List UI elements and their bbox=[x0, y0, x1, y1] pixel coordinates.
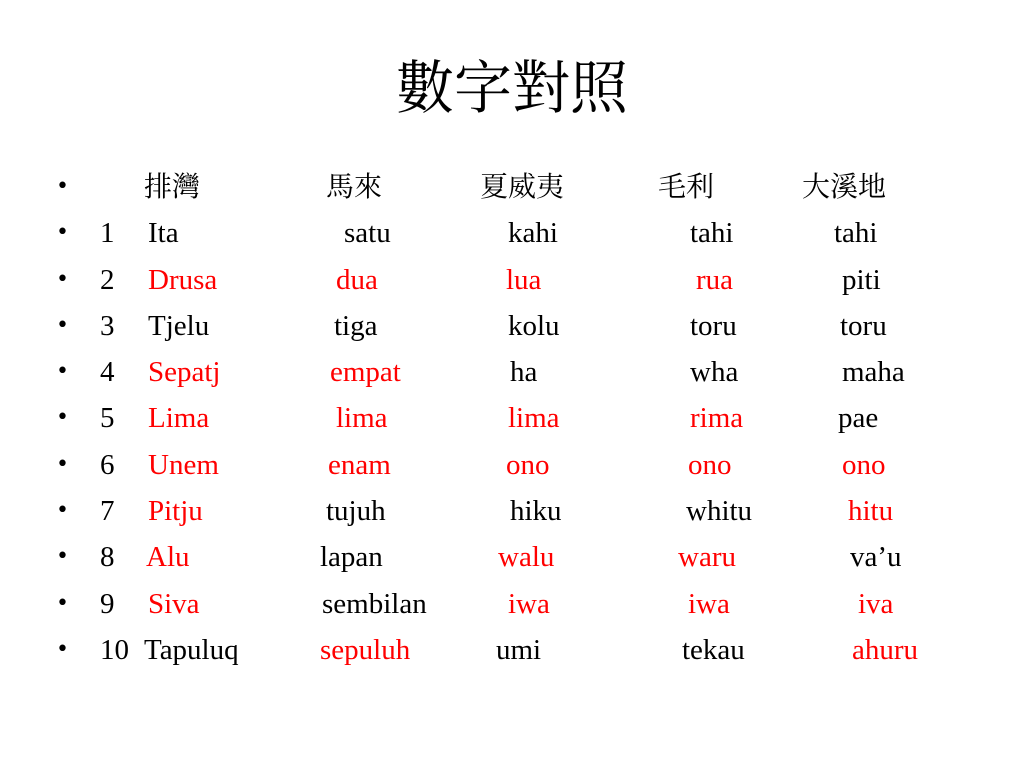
word-hawaiian: lua bbox=[506, 263, 542, 296]
row-number: 10 bbox=[100, 633, 129, 666]
word-tahitian: hitu bbox=[848, 495, 894, 528]
list-item bbox=[56, 257, 1016, 303]
word-tahitian: pae bbox=[838, 402, 879, 435]
bullet-icon: • bbox=[56, 544, 69, 570]
row-number: 1 bbox=[100, 217, 115, 250]
header-row bbox=[56, 164, 1016, 210]
word-tahitian: tahi bbox=[834, 217, 878, 250]
word-hawaiian: kahi bbox=[508, 217, 558, 250]
bullet-icon: • bbox=[56, 498, 69, 524]
row-number: 8 bbox=[100, 541, 115, 574]
word-hawaiian: ha bbox=[510, 356, 538, 389]
word-hawaiian: umi bbox=[496, 633, 542, 666]
word-tahitian: ahuru bbox=[852, 633, 919, 666]
list-item bbox=[56, 534, 1016, 580]
word-malay: enam bbox=[328, 448, 391, 481]
list-item bbox=[56, 488, 1016, 534]
word-paiwan: Pitju bbox=[148, 495, 203, 528]
header-hawaiian: 夏威夷 bbox=[480, 170, 565, 203]
word-paiwan: Ita bbox=[148, 217, 179, 250]
bullet-icon: • bbox=[56, 359, 69, 385]
word-hawaiian: walu bbox=[498, 541, 555, 574]
bullet-icon: • bbox=[56, 312, 69, 338]
bullet-icon: • bbox=[56, 590, 69, 616]
bullet-icon: • bbox=[56, 266, 69, 292]
word-maori: iwa bbox=[688, 587, 730, 620]
row-number: 2 bbox=[100, 263, 115, 296]
number-comparison-list bbox=[56, 164, 1016, 673]
word-malay: lima bbox=[336, 402, 388, 435]
word-paiwan: Tjelu bbox=[148, 309, 210, 342]
word-hawaiian: ono bbox=[506, 448, 550, 481]
word-maori: ono bbox=[688, 448, 732, 481]
word-tahitian: ono bbox=[842, 448, 886, 481]
word-paiwan: Unem bbox=[148, 448, 219, 481]
word-tahitian: va’u bbox=[850, 541, 902, 574]
word-malay: empat bbox=[330, 356, 401, 389]
header-maori: 毛利 bbox=[658, 170, 715, 203]
word-paiwan: Sepatj bbox=[148, 356, 221, 389]
word-malay: sepuluh bbox=[320, 633, 411, 666]
word-paiwan: Tapuluq bbox=[144, 633, 239, 666]
word-tahitian: piti bbox=[842, 263, 881, 296]
word-maori: toru bbox=[690, 309, 737, 342]
row-number: 6 bbox=[100, 448, 115, 481]
list-item bbox=[56, 627, 1016, 673]
list-item bbox=[56, 303, 1016, 349]
bullet-icon: • bbox=[56, 451, 69, 477]
list-item bbox=[56, 395, 1016, 441]
bullet-icon: • bbox=[56, 405, 69, 431]
word-hawaiian: lima bbox=[508, 402, 560, 435]
word-paiwan: Alu bbox=[146, 541, 190, 574]
list-item bbox=[56, 442, 1016, 488]
word-malay: tujuh bbox=[326, 495, 386, 528]
word-tahitian: maha bbox=[842, 356, 905, 389]
word-tahitian: toru bbox=[840, 309, 887, 342]
list-item bbox=[56, 210, 1016, 256]
word-malay: satu bbox=[344, 217, 391, 250]
header-paiwan: 排灣 bbox=[144, 170, 201, 203]
word-hawaiian: hiku bbox=[510, 495, 562, 528]
word-maori: rua bbox=[696, 263, 734, 296]
row-number: 3 bbox=[100, 309, 115, 342]
word-maori: waru bbox=[678, 541, 736, 574]
word-malay: lapan bbox=[320, 541, 383, 574]
word-malay: dua bbox=[336, 263, 378, 296]
list-item bbox=[56, 349, 1016, 395]
bullet-icon: • bbox=[56, 636, 69, 662]
bullet-icon: • bbox=[56, 174, 69, 199]
word-maori: tahi bbox=[690, 217, 734, 250]
row-number: 9 bbox=[100, 587, 115, 620]
word-malay: sembilan bbox=[322, 587, 427, 620]
word-malay: tiga bbox=[334, 309, 378, 342]
list-item bbox=[56, 581, 1016, 627]
slide-title: 數字對照 bbox=[395, 54, 628, 122]
row-number: 4 bbox=[100, 356, 115, 389]
bullet-icon: • bbox=[56, 220, 69, 246]
header-tahitian: 大溪地 bbox=[802, 170, 887, 203]
word-hawaiian: kolu bbox=[508, 309, 560, 342]
word-maori: rima bbox=[690, 402, 744, 435]
word-paiwan: Siva bbox=[148, 587, 200, 620]
row-number: 5 bbox=[100, 402, 115, 435]
row-number: 7 bbox=[100, 495, 115, 528]
word-paiwan: Drusa bbox=[148, 263, 218, 296]
word-maori: whitu bbox=[686, 495, 753, 528]
header-malay: 馬來 bbox=[326, 170, 383, 203]
word-maori: tekau bbox=[682, 633, 745, 666]
word-hawaiian: iwa bbox=[508, 587, 550, 620]
word-tahitian: iva bbox=[858, 587, 894, 620]
word-maori: wha bbox=[690, 356, 739, 389]
word-paiwan: Lima bbox=[148, 402, 210, 435]
